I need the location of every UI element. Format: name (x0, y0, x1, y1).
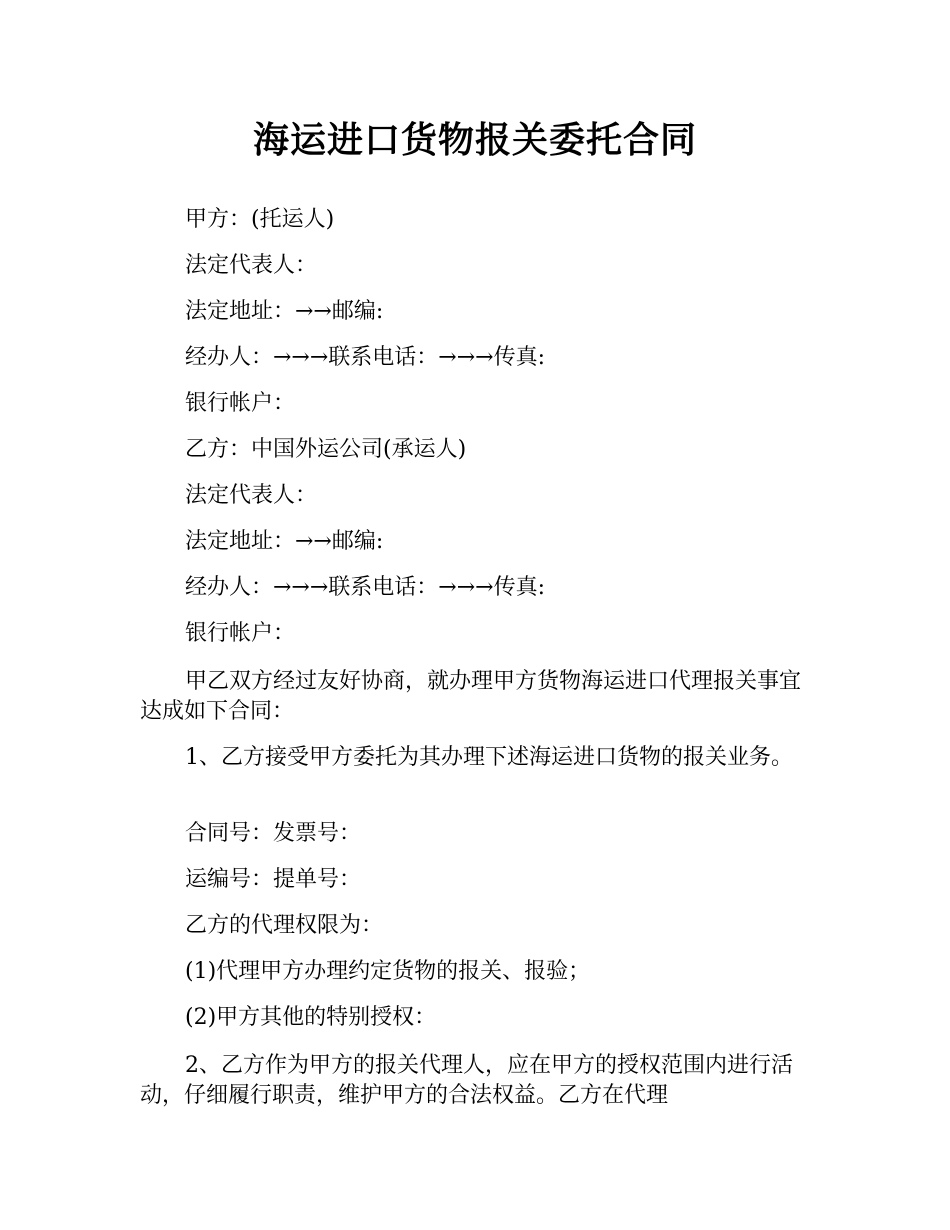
party-b-bank: 银行帐户： (185, 621, 296, 646)
authority-item-1: (1)代理甲方办理约定货物的报关、报验； (185, 959, 591, 984)
shipping-bill-line: 运编号：提单号： (185, 867, 362, 892)
party-b-agent: 经办人：→→→联系电话：→→→传真: (185, 575, 546, 600)
authority-item-2: (2)甲方其他的特别授权： (185, 1005, 437, 1030)
clause-1-paragraph: 1、乙方接受甲方委托为其办理下述海运进口货物的报关业务。 (185, 745, 793, 770)
intro-paragraph: 甲乙双方经过友好协商，就办理甲方货物海运进口代理报关事宜达成如下合同： (140, 669, 802, 724)
document-title: 海运进口货物报关委托合同 (252, 120, 697, 161)
clause-2-paragraph: 2、乙方作为甲方的报关代理人，应在甲方的授权范围内进行活动，仔细履行职责，维护甲方的合法权益。乙方在代理 (140, 1053, 793, 1108)
party-a-representative: 法定代表人： (185, 253, 318, 278)
party-a-bank: 银行帐户： (185, 391, 296, 416)
authority-title: 乙方的代理权限为： (185, 913, 384, 938)
party-a-address: 法定地址：→→邮编: (185, 299, 384, 324)
contract-invoice-line: 合同号：发票号： (185, 821, 362, 846)
party-a-agent: 经办人：→→→联系电话：→→→传真: (185, 345, 546, 370)
party-b-address: 法定地址：→→邮编: (185, 529, 384, 554)
party-a-label: 甲方：(托运人) (185, 207, 335, 232)
party-b-representative: 法定代表人： (185, 483, 318, 508)
party-b-label: 乙方：中国外运公司(承运人) (185, 437, 467, 462)
